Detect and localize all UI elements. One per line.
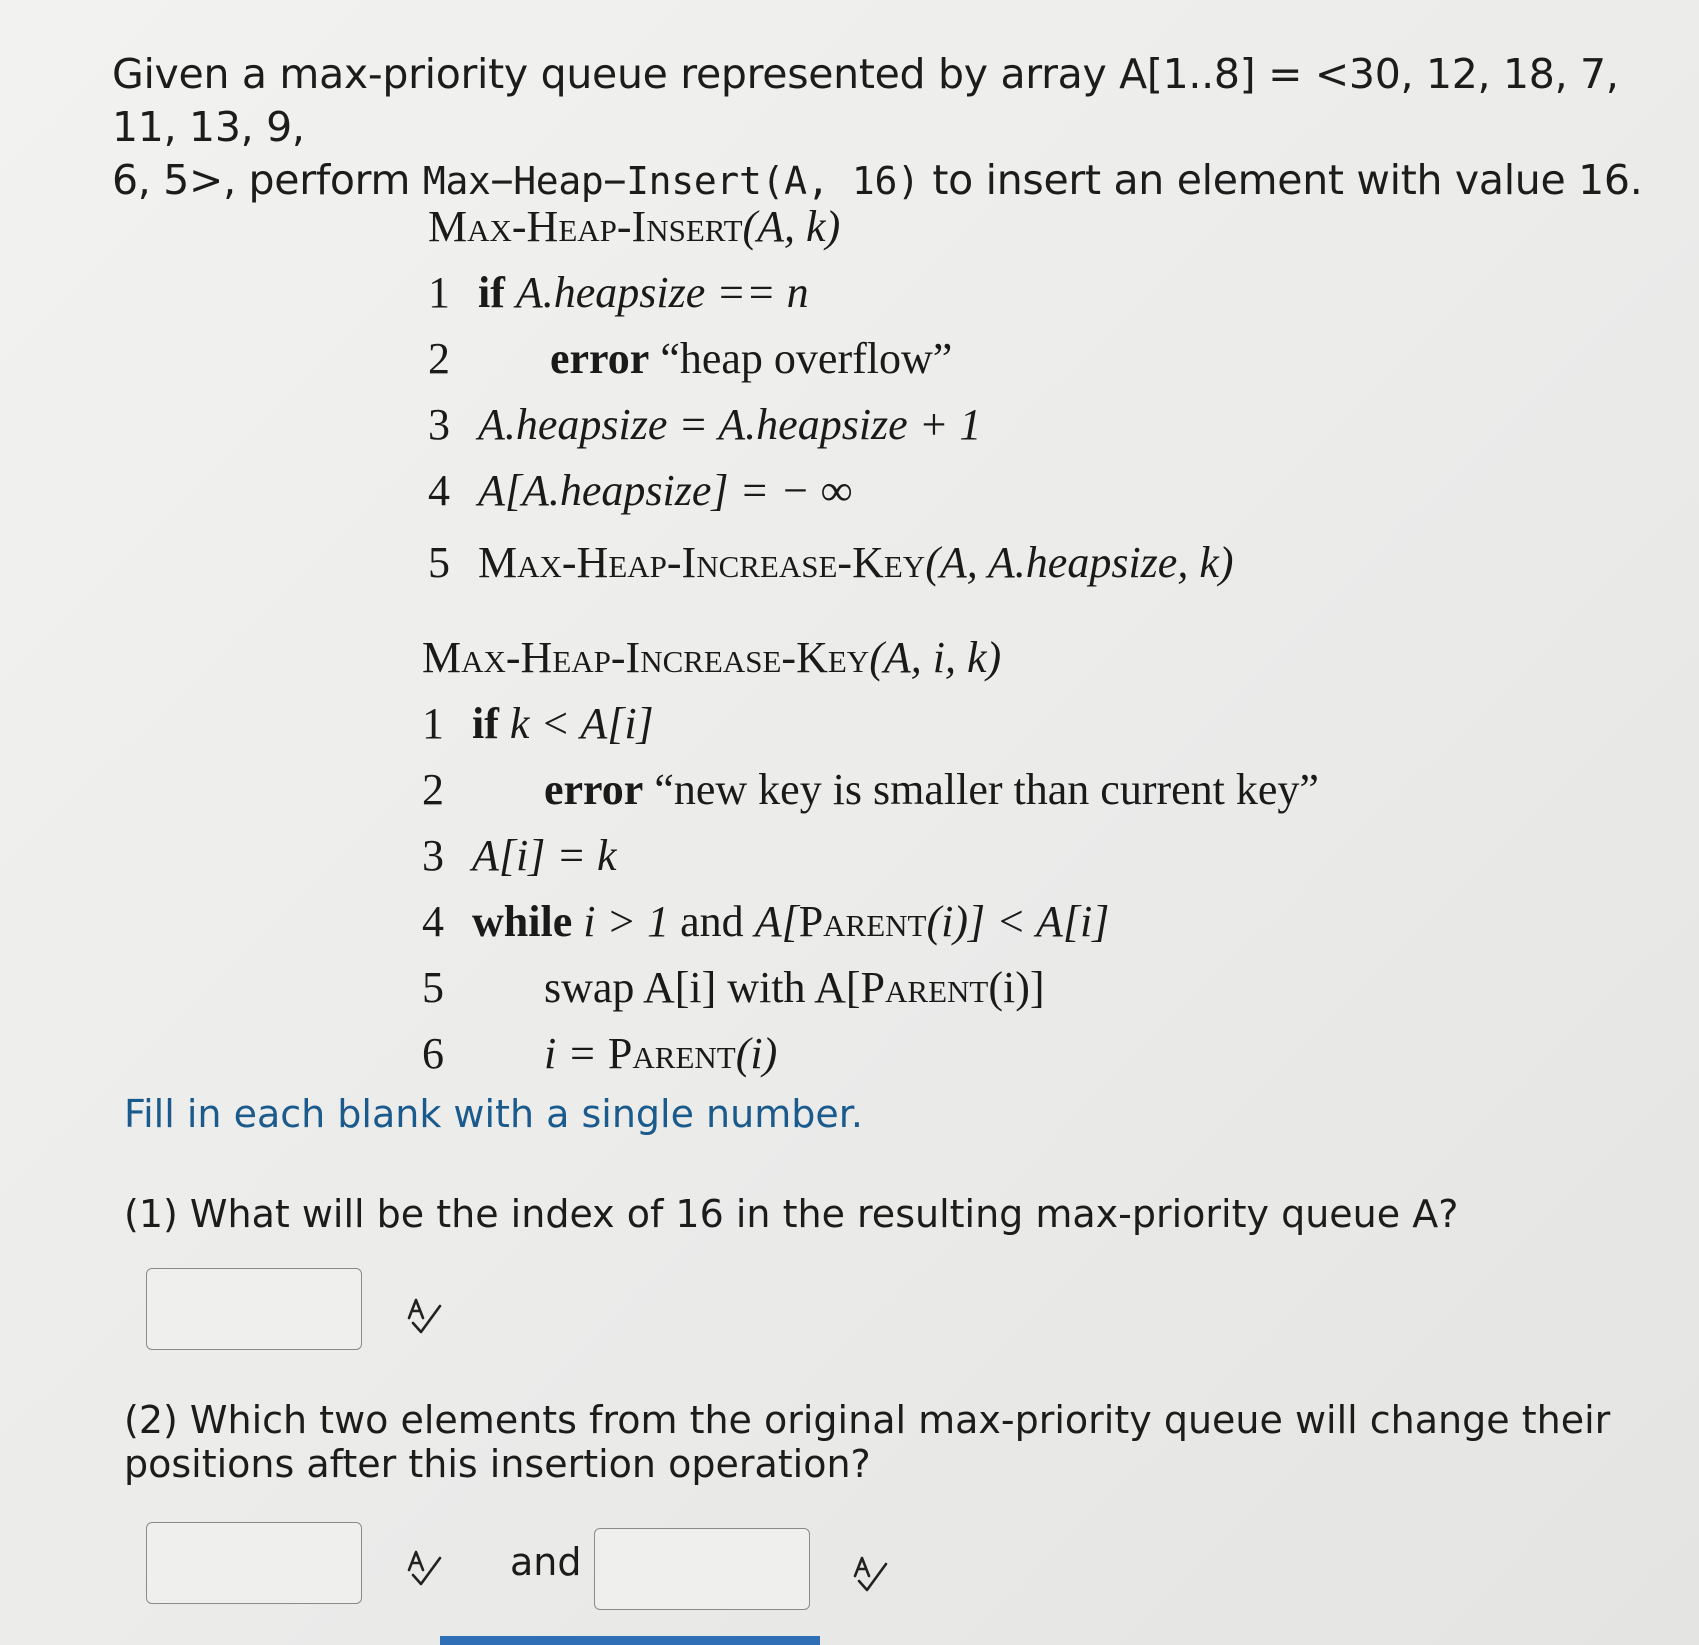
line-code: “heap overflow” — [660, 334, 953, 383]
line-number: 1 — [428, 268, 450, 317]
line-code: “new key is smaller than current key” — [654, 765, 1319, 814]
line-number: 2 — [422, 765, 444, 814]
max-heap-increase-key-pseudocode — [422, 625, 1319, 1087]
question-intro — [112, 48, 1672, 208]
increase-line-6 — [422, 1021, 1001, 1087]
increase-proc-args: (A, i, k) — [869, 633, 1002, 682]
keyword-if: if — [478, 268, 505, 317]
max-heap-insert-pseudocode — [428, 194, 1234, 596]
keyword-if: if — [472, 699, 499, 748]
answer-input-2b[interactable] — [594, 1528, 810, 1610]
line-number: 3 — [428, 400, 450, 449]
keyword-error: error — [550, 334, 650, 383]
keyword-error: error — [544, 765, 644, 814]
line-number: 4 — [422, 897, 444, 946]
and-label: and — [510, 1540, 582, 1584]
line-number: 3 — [422, 831, 444, 880]
call-args: (A, A.heapsize, k) — [925, 538, 1234, 587]
line-number: 4 — [428, 466, 450, 515]
keyword-while: while — [472, 897, 573, 946]
increase-line-4 — [422, 889, 1110, 955]
insert-line-4 — [428, 458, 853, 524]
assign-text-a: i = — [544, 1029, 608, 1078]
insert-proc-args: (A, k) — [742, 202, 841, 251]
swap-text-a: swap A[i] with A[ — [544, 963, 861, 1012]
swap-text-b: (i)] — [988, 963, 1045, 1012]
line-code: A.heapsize == n — [515, 268, 809, 317]
answer-input-2a[interactable] — [146, 1522, 362, 1604]
insert-line-5 — [428, 530, 1234, 596]
increase-line-5 — [422, 955, 1045, 1021]
call-name: Max-Heap-Increase-Key — [478, 538, 926, 587]
line-code: k < A[i] — [509, 699, 654, 748]
increase-line-1 — [422, 691, 1001, 757]
line-code: A.heapsize = A.heapsize + 1 — [478, 400, 982, 449]
insert-proc-name: Max-Heap-Insert — [428, 202, 743, 251]
parent-call: Parent — [860, 963, 989, 1012]
increase-line-2 — [422, 757, 1319, 823]
increase-proc-name: Max-Heap-Increase-Key — [422, 633, 870, 682]
insert-header — [428, 194, 840, 260]
line-code: A[i] = k — [472, 831, 617, 880]
while-cond-2a: A[ — [754, 897, 799, 946]
line-number: 5 — [422, 963, 444, 1012]
answer-input-1[interactable] — [146, 1268, 362, 1350]
parent-call: Parent — [798, 897, 927, 946]
increase-line-3 — [422, 823, 1001, 889]
submit-bar-edge — [440, 1636, 820, 1645]
intro-text-1: Given a max-priority queue represented by array A[1..8] = <30, 12, 18, 7, 11, 13, 9, — [112, 50, 1619, 151]
spell-check-icon[interactable] — [404, 1296, 444, 1336]
increase-header — [422, 625, 1001, 691]
insert-line-3 — [428, 392, 982, 458]
line-number: 2 — [428, 334, 450, 383]
line-number: 6 — [422, 1029, 444, 1078]
line-number: 5 — [428, 538, 450, 587]
question-1-text: (1) What will be the index of 16 in the resulting max-priority queue A? — [124, 1192, 1459, 1236]
while-cond-1: i > 1 — [583, 897, 670, 946]
spell-check-icon[interactable] — [404, 1548, 444, 1588]
question-2-text: (2) Which two elements from the original max-priority queue will change their positions after this insertion operation? — [124, 1398, 1611, 1486]
keyword-and: and — [680, 897, 744, 946]
parent-call: Parent — [607, 1029, 736, 1078]
line-code: A[A.heapsize] = − ∞ — [478, 466, 853, 515]
insert-line-2 — [428, 326, 953, 392]
intro-text-3: to insert an element with value 16. — [919, 156, 1643, 204]
while-cond-2b: (i)] < A[i] — [926, 897, 1110, 946]
line-number: 1 — [422, 699, 444, 748]
fill-instructions: Fill in each blank with a single number. — [124, 1092, 863, 1136]
intro-text-2: 6, 5>, perform — [112, 156, 423, 204]
intro-code: Max−Heap−Insert(A, 16) — [422, 159, 920, 203]
insert-line-1 — [428, 260, 840, 326]
assign-text-b: (i) — [735, 1029, 778, 1078]
spell-check-icon[interactable] — [850, 1554, 890, 1594]
